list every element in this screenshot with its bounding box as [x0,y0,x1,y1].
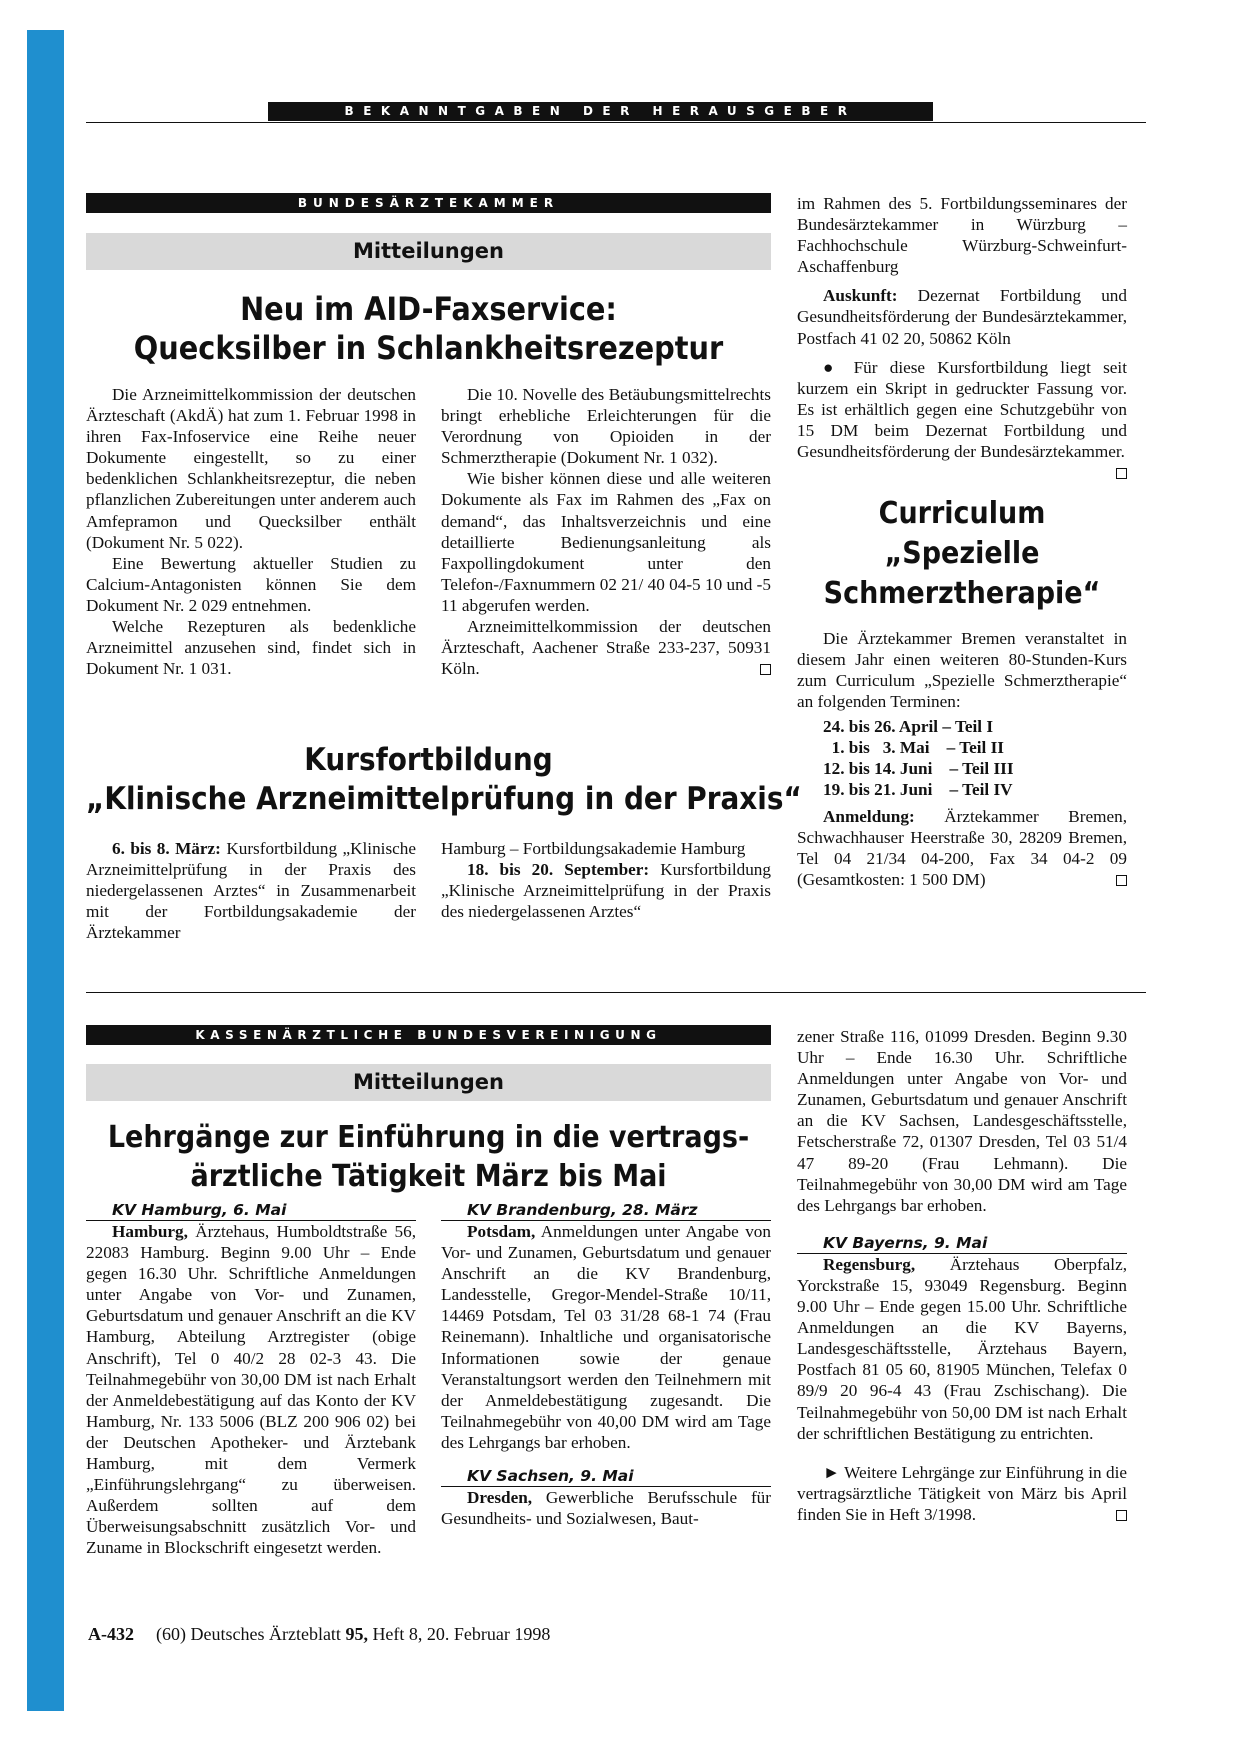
paragraph-text: Gewerbliche Berufsschule für Gesundheits- und Sozialwesen, Baut- [441,1488,771,1529]
kurs-column-2 [441,838,771,922]
title-line: Quecksilber in Schlankheitsrezeptur [133,329,724,367]
title-line: „Spezielle [884,536,1040,572]
paragraph-text: Dezernat Fortbildung und Gesundheitsförderung der Bundesärztekammer, Postfach 41 02 20, 50862 Köln [797,286,1127,348]
date-label: 18. bis 20. September: [467,860,650,880]
course-dates-list [797,716,1127,800]
course-date: 12. bis 14. Juni – Teil III [823,758,1014,778]
aid-column-2 [441,384,771,679]
kurs-column-1 [86,838,416,943]
page-footer [88,1624,550,1645]
end-of-article-box-icon [760,664,771,675]
arrow-icon: ► [823,1462,841,1482]
paragraph: zener Straße 116, 01099 Dresden. Beginn 9.30 Uhr – Ende 16.30 Uhr. Schriftliche Anmeldungen unter Angabe von Vor- und Zunamen, Geburtsdatum und genauer Anschrift an die KV Sachsen, Landesgeschäftsstelle, Fetscherstraße 72, 01307 Dresden, Tel 03 51/4 47 89-20 (Frau Lehmann). Die Teilnahmegebühr von 30,00 DM wird am Tage des Lehrgangs bar erhoben. [797,1027,1127,1215]
course-date: 24. bis 26. April – Teil I [823,716,994,736]
paragraph: Welche Rezepturen als bedenkliche Arzneimittel anzusehen sind, findet sich in Dokument Nr. 1 031. [86,617,416,679]
end-of-article-box-icon [1116,1510,1127,1521]
course-date: 19. bis 21. Juni – Teil IV [823,779,1013,799]
date-label: 6. bis 8. März: [112,839,221,858]
title-line: Curriculum [878,496,1046,532]
kbv-column-1 [86,1199,416,1559]
paragraph [797,1254,1127,1444]
paragraph-text: Anmeldungen unter Angabe von Vor- und Zunamen, Geburtsdatum und genauer Anschrift an die KV Brandenburg, Landesstelle, Gregor-Mendel-Straße 10/11, 14469 Potsdam, Tel 03 31/28 68-1 74 (Frau Reinemann). Inhaltliche und organisatorische Informationen sowie der genaue Veranstaltungsort werden den Teilnehmern mit der Anmeldebestätigung zugesandt. Die Teilnahmegebühr von 40,00 DM wird am Tage des Lehrgangs bar erhoben. [441,1222,771,1452]
paragraph [441,1221,771,1453]
course-date: 1. bis 3. Mai – Teil II [823,737,1004,757]
paragraph-text: Ärztehaus, Humboldtstraße 56, 22083 Hamburg. Beginn 9.00 Uhr – Ende gegen 16.30 Uhr. Schriftliche Anmeldungen unter Angabe von Vor- und Zunamen, Geburtsdatum und genauer Anschrift an die KV Hamburg, Abteilung Arztregister (obige Anschrift), Tel 0 40/2 28 02-3 43. Die Teilnahmegebühr von 30,00 DM ist nach Erhalt der Anmeldebestätigung auf das Konto der KV Hamburg, Nr. 133 5006 (BLZ 200 906 02) bei der Deutschen Apotheker- und Ärztebank Hamburg, mit dem Vermerk „Einführungslehrgang“ zu überweisen. Außerdem sollten auf dem Überweisungsabschnitt zusätzlich Vor- und Zuname in Blockschrift eingesetzt werden. [86,1222,416,1558]
end-of-article-box-icon [1116,468,1127,479]
section-label-kbv: KASSENÄRZTLICHE BUNDESVEREINIGUNG [86,1025,771,1045]
paragraph [86,1221,416,1559]
paragraph: im Rahmen des 5. Fortbildungsseminares der Bundesärztekammer in Würzburg – Fachhochschule Würzburg-Schweinfurt-Aschaffenburg [797,194,1127,277]
city-label: Hamburg, [112,1222,188,1241]
bullet-icon: ● [823,357,842,377]
kv-brandenburg-heading: KV Brandenburg, 28. März [441,1201,771,1221]
paragraph-text: Kursfortbildung „Klinische Arzneimittelprüfung in der Praxis des niedergelassenen Arztes“ in Zusammenarbeit mit der Fortbildungsakademie der Ärztekammer [86,839,416,943]
city-label: Regensburg, [823,1254,916,1274]
volume-number: 95, [345,1624,368,1644]
paragraph: Eine Bewertung aktueller Studien zu Calcium-Antagonisten können Sie dem Dokument Nr. 2 029 entnehmen. [86,553,416,615]
section-label-bundesaerztekammer: BUNDESÄRZTEKAMMER [86,193,771,213]
title-line: „Klinische Arzneimittelprüfung in der Praxis“ [86,781,802,817]
bak-right-column [797,193,1127,890]
paragraph: Die Ärztekammer Bremen veranstaltet in diesem Jahr einen weiteren 80-Stunden-Kurs zum Curriculum „Spezielle Schmerztherapie“ an folgenden Terminen: [797,629,1127,712]
weitere-paragraph [797,1462,1127,1525]
anmeldung-label: Anmeldung: [823,806,915,826]
paragraph: Hamburg – Fortbildungsakademie Hamburg [441,839,746,858]
article-title-kursfortbildung [86,741,802,819]
end-of-article-box-icon [1116,875,1127,886]
article-title-curriculum [797,494,1127,614]
paragraph-text: Weitere Lehrgänge zur Einführung in die vertragsärztliche Tätigkeit von März bis April finden Sie in Heft 3/1998. [797,1462,1127,1524]
paragraph-text: Für diese Kursfortbildung liegt seit kurzem ein Skript in gedruckter Fassung vor. Es ist erhältlich gegen eine Schutzgebühr von 15 DM beim Dezernat Fortbildung und Gesundheitsförderung der Bundesärztekammer. [797,357,1127,462]
paragraph: Die Arzneimittelkommission der deutschen Ärzteschaft (AkdÄ) hat zum 1. Februar 1998 in ihren Fax-Infoservice eine Reihe neuer Dokumente eingestellt, so zu einer bedenklichen Schlankheitsrezeptur, die neben pflanzlichen Zubereitungen unter anderem auch Amfepramon und Quecksilber enthält (Dokument Nr. 5 022). [86,385,416,552]
mitteilungen-heading: Mitteilungen [86,233,771,270]
page-code: A-432 [88,1624,134,1644]
kv-sachsen-heading: KV Sachsen, 9. Mai [441,1467,771,1487]
title-line: Schmerztherapie“ [823,576,1101,612]
skript-paragraph [797,357,1127,462]
paragraph-text: Ärztehaus Oberpfalz, Yorckstraße 15, 93049 Regensburg. Beginn 9.00 Uhr – Ende gegen 15.00 Uhr. Schriftliche Anmeldungen an die KV Bayerns, Landesgeschäftsstelle, Ärztehaus Bayern, Postfach 81 05 60, 81905 München, Telefax 0 89/9 20 96-4 43 (Frau Zschischang). Die Teilnahmegebühr von 50,00 DM ist nach Erhalt der schriftlichen Bestätigung zu entrichten. [797,1254,1127,1443]
mitteilungen-heading: Mitteilungen [86,1064,771,1101]
title-line: Kursfortbildung [304,742,553,778]
paragraph [86,838,416,943]
title-line: ärztliche Tätigkeit März bis Mai [190,1159,667,1194]
paragraph: Wie bisher können diese und alle weiteren Dokumente als Fax im Rahmen des „Fax on demand“, das Inhaltsverzeichnis und eine detaillierte Bedienungsanleitung als Faxpollingdokument unter den Telefon-/Faxnummern 02 21/ 40 04-5 10 und -5 11 abgerufen werden. [441,469,771,615]
paragraph-text: Arzneimittelkommission der deutschen Ärzteschaft, Aachener Straße 233-237, 50931 Köln. [441,617,771,679]
kbv-column-3 [797,1026,1127,1525]
citation-text: Heft 8, 20. Februar 1998 [367,1624,551,1644]
article-title-aid-faxservice [86,290,771,368]
kv-bayerns-heading: KV Bayerns, 9. Mai [797,1234,1127,1254]
header-banner: BEKANNTGABEN DER HERAUSGEBER [268,102,933,121]
paragraph [441,859,771,922]
city-label: Dresden, [467,1488,533,1508]
auskunft-label: Auskunft: [823,286,898,306]
kbv-column-2 [441,1199,771,1529]
blue-margin-strip [27,30,64,1711]
title-line: Lehrgänge zur Einführung in die vertrags- [107,1120,750,1155]
paragraph [441,616,771,679]
section-divider [86,992,1146,993]
header-rule [86,122,1146,123]
paragraph-text: Kursfortbildung „Klinische Arzneimittelprüfung in der Praxis des niedergelassenen Arztes“ [441,860,771,922]
paragraph-text: Ärztekammer Bremen, Schwachhauser Heerstraße 30, 28209 Bremen, Tel 04 21/34 04-200, Fax 34 04-2 09 (Gesamtkosten: 1 500 DM) [797,806,1127,890]
title-line: Neu im AID-Faxservice: [240,290,617,328]
kv-hamburg-heading: KV Hamburg, 6. Mai [86,1201,416,1221]
city-label: Potsdam, [467,1222,536,1241]
citation-text: (60) Deutsches Ärzteblatt [156,1624,346,1644]
paragraph: Die 10. Novelle des Betäubungsmittelrechts bringt erhebliche Erleichterungen für die Verordnung von Opioiden in der Schmerztherapie (Dokument Nr. 1 032). [441,385,771,468]
article-title-lehrgaenge [86,1118,771,1196]
auskunft-paragraph [797,285,1127,348]
anmeldung-paragraph [797,806,1127,890]
paragraph [441,1487,771,1529]
aid-column-1 [86,384,416,679]
